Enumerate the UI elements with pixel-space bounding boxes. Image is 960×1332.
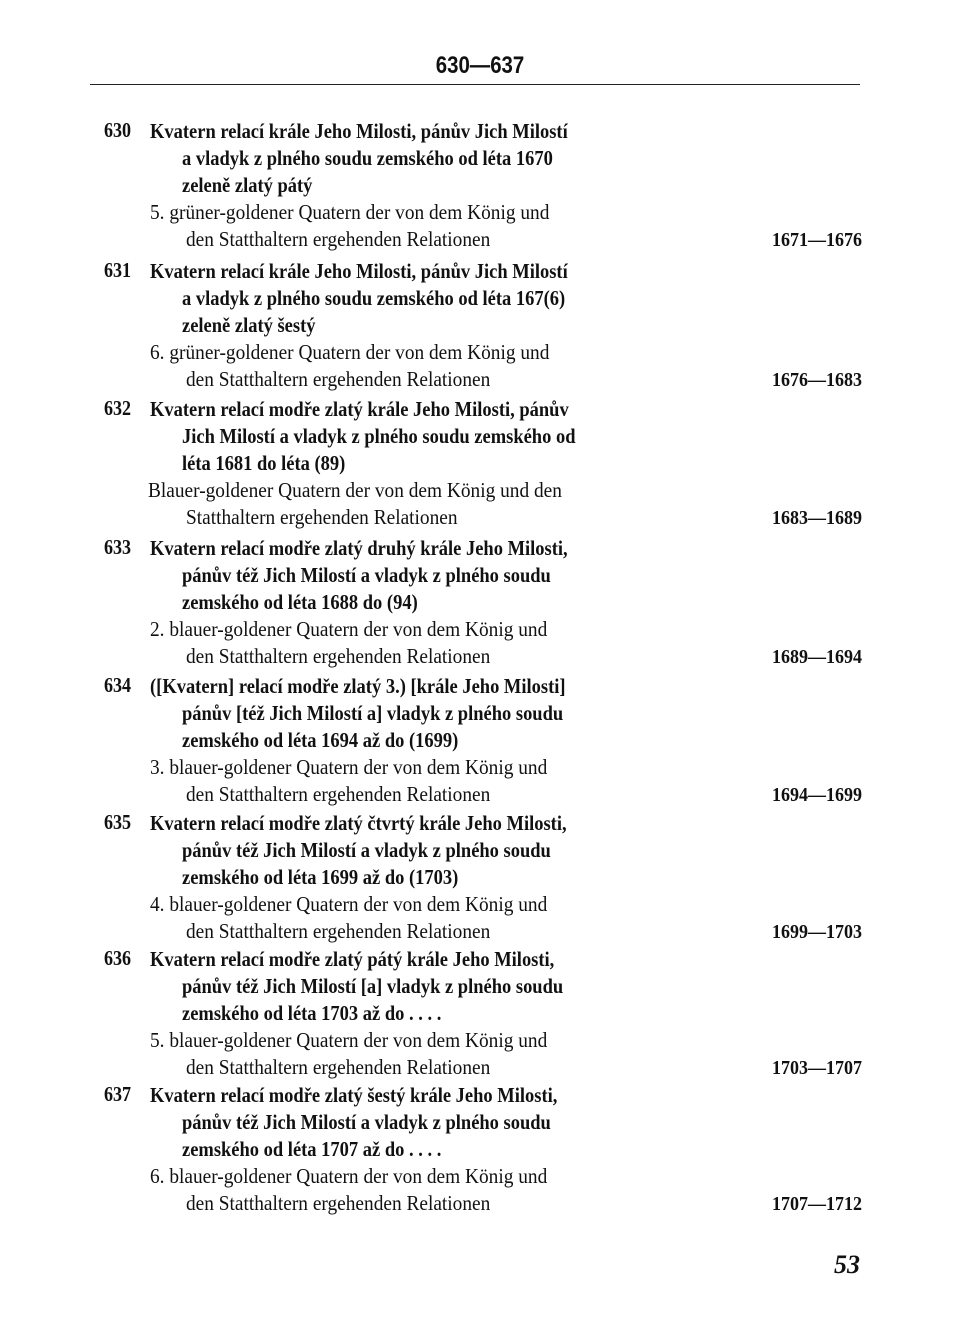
czech-title-line: ([Kvatern] relací modře zlatý 3.) [krále Jeho Milosti] [150, 674, 566, 698]
czech-title-line: a vladyk z plného soudu zemského od léta 167(6) [182, 286, 566, 310]
year-range: 1694—1699 [772, 784, 862, 806]
entry-number: 634 [104, 673, 132, 697]
czech-title-line: Kvatern relací krále Jeho Milosti, pánův Jich Milostí [150, 259, 568, 283]
german-title-line: Blauer-goldener Quatern der von dem König und den [148, 478, 562, 502]
czech-title-line: zemského od léta 1699 až do (1703) [182, 865, 459, 889]
czech-title-line: zemského od léta 1707 až do . . . . [182, 1137, 442, 1161]
german-title-line: den Statthaltern ergehenden Relationen [186, 644, 491, 668]
czech-title-line: zemského od léta 1694 až do (1699) [182, 728, 459, 752]
german-title-line: 2. blauer-goldener Quatern der von dem König und [150, 617, 548, 641]
entry-number: 633 [104, 535, 132, 559]
entry-number: 636 [104, 946, 132, 970]
entry-number: 637 [104, 1082, 132, 1106]
czech-title-line: Jich Milostí a vladyk z plného soudu zemského od [182, 424, 576, 448]
german-title-line: den Statthaltern ergehenden Relationen [186, 1191, 491, 1215]
czech-title-line: Kvatern relací krále Jeho Milosti, pánův Jich Milostí [150, 119, 568, 143]
entry-number: 631 [104, 258, 132, 282]
german-title-line: den Statthaltern ergehenden Relationen [186, 227, 491, 251]
german-title-line: 4. blauer-goldener Quatern der von dem König und [150, 892, 548, 916]
czech-title-line: Kvatern relací modře zlatý čtvrtý krále Jeho Milosti, [150, 811, 567, 835]
czech-title-line: pánův též Jich Milostí [a] vladyk z plného soudu [182, 974, 564, 998]
czech-title-line: Kvatern relací modře zlatý druhý krále Jeho Milosti, [150, 536, 568, 560]
header-rule [90, 84, 860, 85]
czech-title-line: zemského od léta 1703 až do . . . . [182, 1001, 442, 1025]
czech-title-line: Kvatern relací modře zlatý šestý krále Jeho Milosti, [150, 1083, 558, 1107]
german-title-line: den Statthaltern ergehenden Relationen [186, 782, 491, 806]
german-title-line: den Statthaltern ergehenden Relationen [186, 1055, 491, 1079]
czech-title-line: zemského od léta 1688 do (94) [182, 590, 418, 614]
year-range: 1699—1703 [772, 921, 862, 943]
year-range: 1703—1707 [772, 1057, 862, 1079]
german-title-line: Statthaltern ergehenden Relationen [186, 505, 458, 529]
german-title-line: 6. blauer-goldener Quatern der von dem König und [150, 1164, 548, 1188]
entry-number: 635 [104, 810, 132, 834]
german-title-line: 5. blauer-goldener Quatern der von dem König und [150, 1028, 548, 1052]
czech-title-line: pánův též Jich Milostí a vladyk z plného soudu [182, 1110, 551, 1134]
german-title-line: 5. grüner-goldener Quatern der von dem König und [150, 200, 550, 224]
czech-title-line: pánův též Jich Milostí a vladyk z plného soudu [182, 563, 551, 587]
year-range: 1683—1689 [772, 507, 862, 529]
year-range: 1689—1694 [772, 646, 862, 668]
page-number: 53 [834, 1250, 860, 1279]
czech-title-line: pánův [též Jich Milostí a] vladyk z plného soudu [182, 701, 564, 725]
czech-title-line: léta 1681 do léta (89) [182, 451, 346, 475]
german-title-line: den Statthaltern ergehenden Relationen [186, 919, 491, 943]
czech-title-line: Kvatern relací modře zlatý pátý krále Jeho Milosti, [150, 947, 555, 971]
czech-title-line: a vladyk z plného soudu zemského od léta 1670 [182, 146, 553, 170]
entry-number: 632 [104, 396, 132, 420]
page-range-title: 630—637 [435, 52, 525, 79]
czech-title-line: pánův též Jich Milostí a vladyk z plného soudu [182, 838, 551, 862]
czech-title-line: zeleně zlatý pátý [182, 173, 313, 197]
german-title-line: 3. blauer-goldener Quatern der von dem König und [150, 755, 548, 779]
year-range: 1676—1683 [772, 369, 862, 391]
year-range: 1707—1712 [772, 1193, 862, 1215]
german-title-line: 6. grüner-goldener Quatern der von dem König und [150, 340, 550, 364]
year-range: 1671—1676 [772, 229, 862, 251]
czech-title-line: zeleně zlatý šestý [182, 313, 316, 337]
czech-title-line: Kvatern relací modře zlatý krále Jeho Milosti, pánův [150, 397, 569, 421]
entry-number: 630 [104, 118, 132, 142]
german-title-line: den Statthaltern ergehenden Relationen [186, 367, 491, 391]
